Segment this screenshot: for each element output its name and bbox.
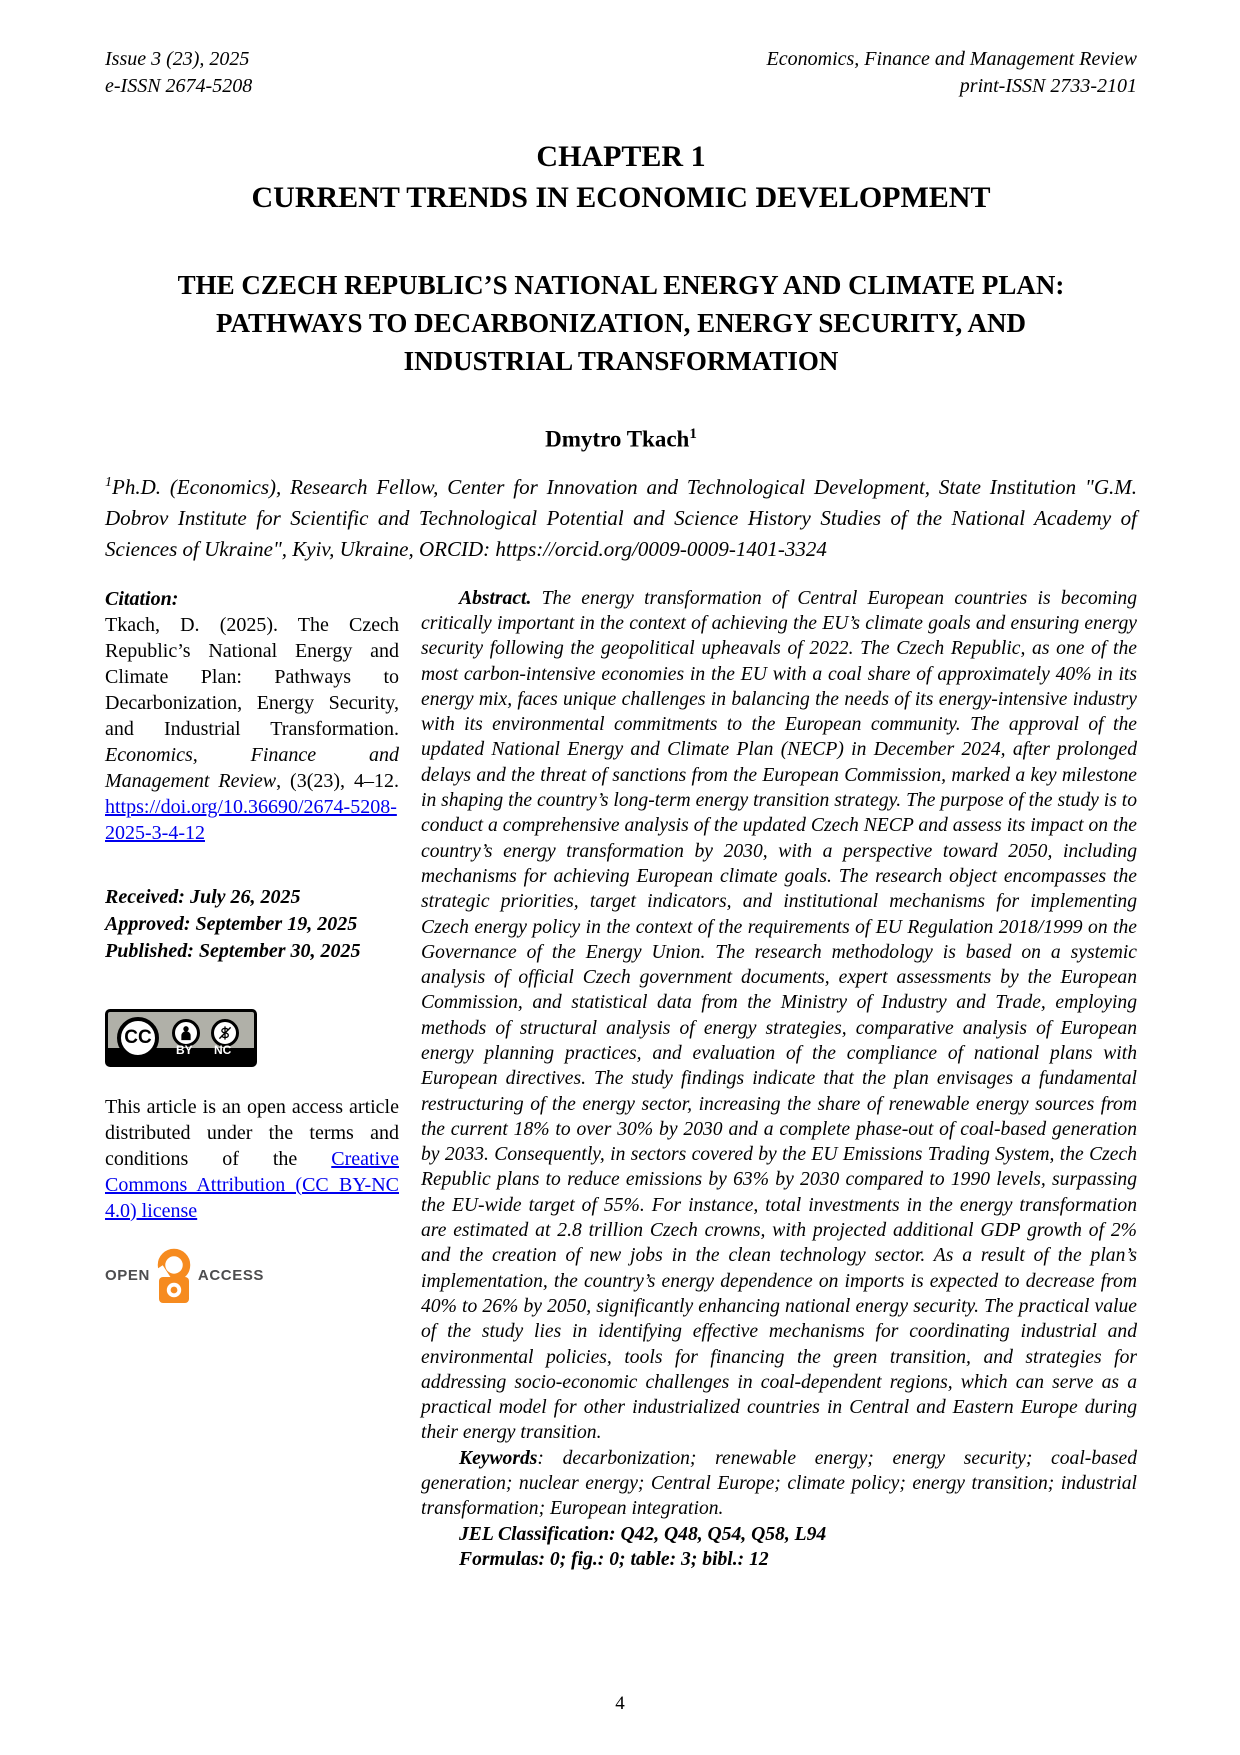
article-dates	[105, 884, 399, 965]
journal-name: Economics, Finance and Management Review	[766, 48, 1137, 70]
cc-nc-label: NC	[214, 1042, 232, 1057]
abstract	[421, 586, 1137, 1446]
affiliation-text: Ph.D. (Economics), Research Fellow, Center for Innovation and Technological Development, State Institution "G.M. Dobrov Institute for Scientific and Technological Potential and Science History Studies of the National Academy of Sciences of Ukraine", Kyiv, Ukraine, ORCID: https://orcid.org/0009-0009-1401-3324	[105, 474, 1137, 561]
received-date: Received: July 26, 2025	[105, 885, 301, 908]
citation-label: Citation:	[105, 587, 179, 610]
keywords-label: Keywords	[459, 1447, 538, 1469]
doi-link[interactable]: https://doi.org/10.36690/2674-5208-2025-3-4-12	[105, 795, 397, 844]
affiliation	[105, 467, 1137, 565]
left-column	[105, 586, 399, 1573]
issue-line: Issue 3 (23), 2025	[105, 48, 250, 70]
affiliation-footnote-marker: 1	[105, 474, 112, 490]
license-statement	[105, 1094, 399, 1224]
right-column	[421, 586, 1137, 1573]
abstract-label: Abstract.	[459, 587, 532, 609]
print-issn-line: print-ISSN 2733-2101	[959, 75, 1137, 97]
abstract-text: The energy transformation of Central European countries is becoming critically important in the context of achieving the EU’s climate goals and ensuring energy security following the geopolitical upheavals of 2022. The Czech Republic, as one of the most carbon-intensive economies in the EU with a coal share of approximately 40% in its energy mix, faces unique challenges in balancing the needs of its energy-intensive industry with its environmental commitments to the European community. The approval of the updated National Energy and Climate Plan (NECP) in December 2024, after prolonged delays and the threat of sanctions from the European Commission, marked a key milestone in shaping the country’s long-term energy transition strategy. The purpose of the study is to conduct a comprehensive analysis of the updated Czech NECP and assess its impact on the country’s energy transformation by 2030, with a perspective toward 2050, including mechanisms for achieving European climate goals. The research object encompasses the strategic priorities, target indicators, and institutional mechanisms for implementing Czech energy policy in the context of the requirements of EU Regulation 2018/1999 on the Governance of the Energy Union. The research methodology is based on a systemic analysis of official Czech government documents, expert assessments by the European Commission, and statistical data from the Ministry of Industry and Trade, employing methods of structural analysis of energy strategies, comparative analysis of European energy planning practices, and evaluation of the compliance of national plans with European directives. The study findings indicate that the plan envisages a fundamental restructuring of the energy sector, increasing the share of renewable energy sources from the current 18% to over 30% by 2030 and a complete phase-out of coal-based generation by 2033. Consequently, in sectors covered by the EU Emissions Trading System, the Czech Republic plans to reduce emissions by 63% by 2030 compared to 1990 levels, surpassing the EU-wide target of 55%. For instance, total investments in the energy transformation are estimated at 2.8 trillion Czech crowns, with projected additional GDP growth of 2% and the creation of new jobs in the clean technology sector. As a result of the plan’s implementation, the country’s energy dependence on imports is expected to decrease from 40% to 26% by 2050, significantly enhancing national energy security. The practical value of the study lies in identifying effective mechanisms for coordinating industrial and environmental policies, tools for financing the green transition, and strategies for addressing socio-economic challenges in coal-dependent regions, which can serve as a practical model for other industrialized countries in Central and Eastern Europe during their energy transition.	[421, 587, 1137, 1444]
citation-journal: Economics, Finance and Management Review	[105, 743, 399, 792]
author-footnote-marker: 1	[689, 426, 697, 442]
citation-body: Tkach, D. (2025). The Czech Republic’s National Energy and Climate Plan: Pathways to Decarbonization, Energy Security, and Industrial Transformation.	[105, 613, 399, 740]
published-date: Published: September 30, 2025	[105, 939, 361, 962]
open-access-access-label: ACCESS	[197, 1266, 265, 1284]
formulas-summary: Formulas: 0; fig.: 0; table: 3; bibl.: 12	[459, 1548, 769, 1570]
masthead-right	[767, 46, 1137, 100]
author-name: Dmytro Tkach	[545, 426, 690, 452]
chapter-title: CURRENT TRENDS IN ECONOMIC DEVELOPMENT	[251, 181, 991, 214]
two-column-layout	[105, 586, 1137, 1573]
cc-by-label: BY	[176, 1042, 193, 1057]
article-title: THE CZECH REPUBLIC’S NATIONAL ENERGY AND CLIMATE PLAN: PATHWAYS TO DECARBONIZATION, ENERGY SECURITY, AND INDUSTRIAL TRANSFORMATION	[177, 270, 1065, 376]
masthead	[105, 46, 1137, 100]
citation-text	[105, 612, 399, 846]
page-number: 4	[615, 1693, 625, 1714]
author-line	[105, 420, 1137, 454]
eissn-line: e-ISSN 2674-5208	[105, 75, 253, 97]
chapter-heading	[105, 136, 1137, 218]
citation-pages: , (3(23), 4–12.	[276, 769, 399, 792]
keywords-text: : decarbonization; renewable energy; energy security; coal-based generation; nuclear energy; Central Europe; climate policy; energy transition; industrial transformation; European integration.	[421, 1447, 1137, 1520]
license-text: This article is an open access article distributed under the terms and conditions of the	[105, 1095, 399, 1170]
cc-logo-text: CC	[124, 1026, 152, 1048]
approved-date: Approved: September 19, 2025	[105, 912, 358, 935]
chapter-number: CHAPTER 1	[536, 140, 706, 173]
open-access-lock-icon	[151, 1244, 197, 1308]
open-access-logo	[105, 1244, 399, 1308]
open-access-open-label: OPEN	[105, 1266, 150, 1284]
masthead-left	[105, 46, 252, 100]
jel-classification: JEL Classification: Q42, Q48, Q54, Q58, L94	[459, 1523, 827, 1545]
cc-logo-icon	[117, 1017, 159, 1059]
cc-license-link[interactable]: Creative Commons Attribution (CC BY-NC 4.0) license	[105, 1147, 399, 1222]
cc-by-nc-badge	[105, 1009, 257, 1067]
keywords	[421, 1446, 1137, 1522]
